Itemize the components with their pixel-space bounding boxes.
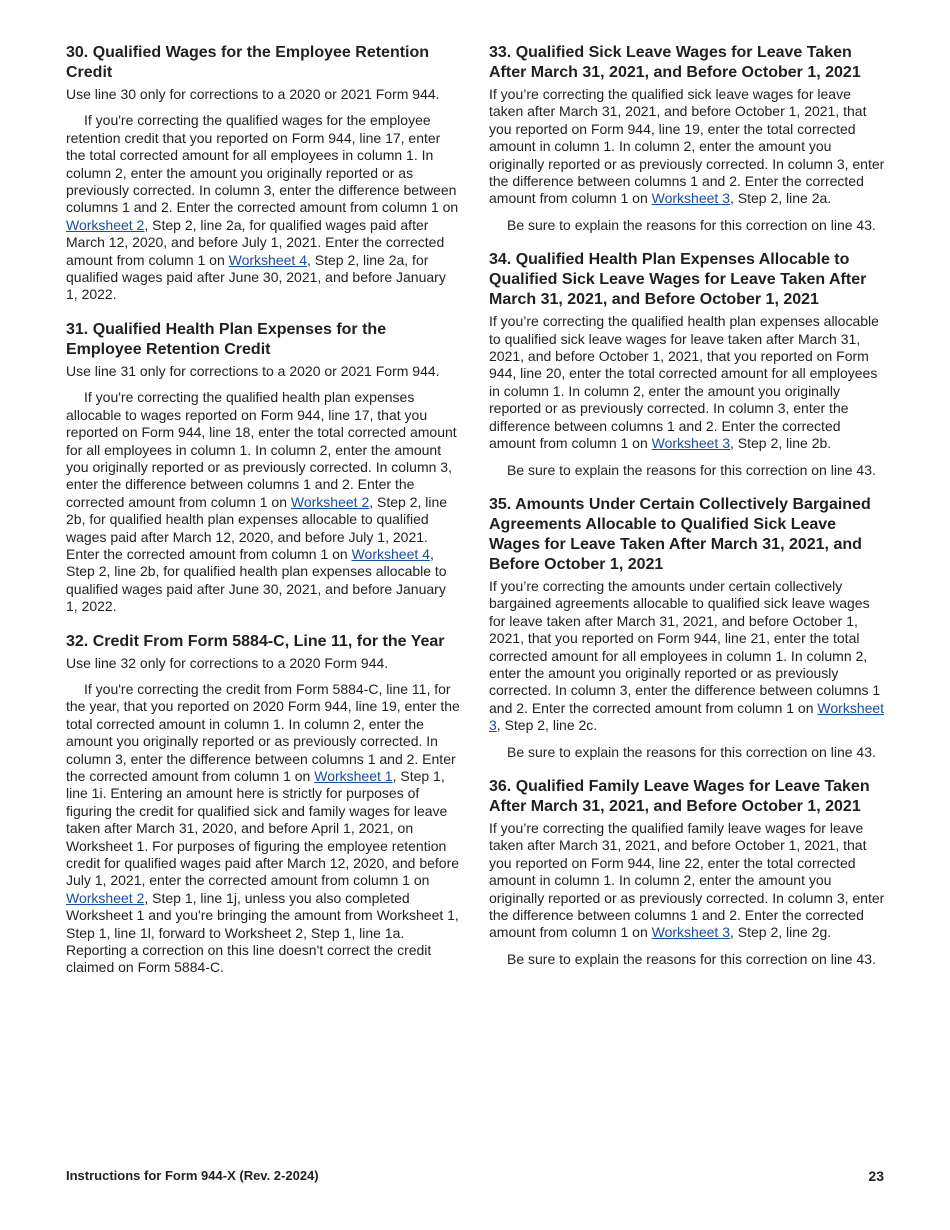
section-30-heading: 30. Qualified Wages for the Employee Retention Credit — [66, 44, 430, 81]
section-30-intro: Use line 30 only for corrections to a 2020 or 2021 Form 944. — [66, 86, 440, 102]
worksheet-4-link[interactable]: Worksheet 4 — [228, 251, 307, 268]
section-33-heading: 33. Qualified Sick Leave Wages for Leave Taken After March 31, 2021, and Before October 1, 2021 — [489, 44, 861, 81]
section-30-body: If you're correcting the qualified wages for the employee retention credit that you reported on Form 944, line 17, enter the total corrected amount for all employees in column 1. In column 2, enter the amount you originally reported or as previously corrected. In column 3, enter the difference between columns 1 and 2. Enter the corrected amount from column 1 on Worksheet 2, Step 2, line 2a, for qualified wages paid after March 12, 2020, and before July 1, 2021. Enter the corrected amount from column 1 on Worksheet 4, Step 2, line 2a, for qualified wages paid after June 30, 2021, and before January 1, 2022. — [66, 112, 459, 303]
worksheet-3-link[interactable]: Worksheet 3 — [489, 699, 885, 734]
left-column — [66, 43, 460, 986]
section-35-heading: 35. Amounts Under Certain Collectively Bargained Agreements Allocable to Qualified Sick Leave Wages for Leave Taken After March 31, 2021, and Before October 1, 2021 — [489, 495, 871, 573]
footer-document-title: Instructions for Form 944-X (Rev. 2-2024) — [66, 1168, 319, 1183]
page-number: 23 — [868, 1168, 884, 1184]
section-33 — [489, 43, 886, 234]
section-36-body: If you’re correcting the qualified family leave wages for leave taken after March 31, 2021, and before October 1, 2021, that you reported on Form 944, line 22, enter the total corrected amount in column 1. In column 2, enter the amount you originally reported or as previously corrected. In column 3, enter the difference between columns 1 and 2. Enter the corrected amount from column 1 on Worksheet 3, Step 2, line 2g. — [489, 819, 885, 941]
section-36 — [489, 777, 886, 968]
section-36-note: Be sure to explain the reasons for this correction on line 43. — [507, 950, 876, 967]
section-31-intro: Use line 31 only for corrections to a 2020 or 2021 Form 944. — [66, 362, 440, 379]
worksheet-1-link[interactable]: Worksheet 1 — [314, 768, 393, 784]
section-31-body: If you're correcting the qualified health plan expenses allocable to wages reported on Form 944, line 17, that you reported on Form 944, line 18, enter the total corrected amount for all employees in column 1. In column 2, enter the amount you originally reported or as previously corrected. In column 3, enter the difference between columns 1 and 2. Enter the corrected amount from column 1 on Worksheet 2, Step 2, line 2b, for qualified health plan expenses allocable to qualified wages paid after March 12, 2020, and before July 1, 2021. Enter the corrected amount from column 1 on Worksheet 4, Step 2, line 2b, for qualified health plan expenses allocable to qualified wages paid after June 30, 2021, and before January 1, 2022. — [66, 389, 457, 615]
right-column — [489, 43, 886, 977]
worksheet-4-link[interactable]: Worksheet 4 — [351, 545, 430, 562]
section-31 — [66, 320, 460, 616]
section-34-heading: 34. Qualified Health Plan Expenses Allocable to Qualified Sick Leave Wages for Leave Taken After March 31, 2021, and Before October 1, 2021 — [489, 251, 867, 309]
section-34 — [489, 250, 886, 479]
section-34-note: Be sure to explain the reasons for this correction on line 43. — [507, 461, 876, 478]
worksheet-2-link[interactable]: Worksheet 2 — [66, 216, 145, 233]
worksheet-2-link[interactable]: Worksheet 2 — [66, 889, 145, 906]
section-32-body: If you're correcting the credit from Form 5884-C, line 11, for the year, that you reported on 2020 Form 944, line 19, enter the total corrected amount in column 1. In column 2, enter the amount you originally reported or as previously corrected. In column 3, enter the difference between columns 1 and 2. Enter the corrected amount from column 1 on Worksheet 1, Step 1, line 1i. Entering an amount here is strictly for purposes of figuring the credit for qualified sick and family wages for leave taken after March 31, 2020, and before April 1, 2021, on Worksheet 1. For purposes of figuring the employee retention credit for qualified wages paid after March 12, 2020, and before July 1, 2021, enter the corrected amount from column 1 on Worksheet 2, Step 1, line 1j, unless you also completed Worksheet 1 and you're bringing the amount from Worksheet 1, Step 1, line 1l, forward to Worksheet 2, Step 1, line 1a. Reporting a correction on this line doesn't correct the credit claimed on Form 5884-C. — [66, 680, 460, 976]
worksheet-3-link[interactable]: Worksheet 3 — [651, 924, 730, 941]
section-35 — [489, 495, 886, 761]
section-34-body: If you’re correcting the qualified health plan expenses allocable to qualified sick leave wages for leave taken after March 31, 2021, and before October 1, 2021, that you reported on Form 944, line 20, enter the total corrected amount for all employees in column 1. In column 2, enter the amount you originally reported or as previously corrected. In column 3, enter the difference between columns 1 and 2. Enter the corrected amount from column 1 on Worksheet 3, Step 2, line 2b. — [489, 313, 879, 452]
section-33-note: Be sure to explain the reasons for this correction on line 43. — [507, 216, 876, 233]
section-32 — [66, 632, 460, 977]
worksheet-3-link[interactable]: Worksheet 3 — [651, 435, 730, 452]
section-36-heading: 36. Qualified Family Leave Wages for Leave Taken After March 31, 2021, and Before October 1, 2021 — [489, 777, 870, 815]
section-32-heading: 32. Credit From Form 5884-C, Line 11, for the Year — [66, 632, 445, 650]
section-31-heading: 31. Qualified Health Plan Expenses for the Employee Retention Credit — [66, 320, 387, 358]
section-30 — [66, 43, 460, 304]
section-35-note: Be sure to explain the reasons for this correction on line 43. — [507, 743, 876, 760]
worksheet-2-link[interactable]: Worksheet 2 — [290, 493, 370, 510]
worksheet-3-link[interactable]: Worksheet 3 — [651, 190, 730, 207]
section-35-body: If you’re correcting the amounts under certain collectively bargained agreements allocable to qualified sick leave wages for leave taken after March 31, 2021, and before October 1, 2021, that you reported on Form 944, line 21, enter the total corrected amount for all employees in column 1. In column 2, enter the amount you originally reported or as previously corrected. In column 3, enter the difference between columns 1 and 2. Enter the corrected amount from column 1 on Worksheet 3, Step 2, line 2c. — [489, 577, 885, 734]
section-32-intro: Use line 32 only for corrections to a 2020 Form 944. — [66, 654, 389, 671]
section-33-body: If you’re correcting the qualified sick leave wages for leave taken after March 31, 2021, and before October 1, 2021, that you reported on Form 944, line 19, enter the total corrected amount in column 1. In column 2, enter the amount you originally reported or as previously corrected. In column 3, enter the difference between columns 1 and 2. Enter the corrected amount from column 1 on Worksheet 3, Step 2, line 2a. — [489, 86, 885, 207]
